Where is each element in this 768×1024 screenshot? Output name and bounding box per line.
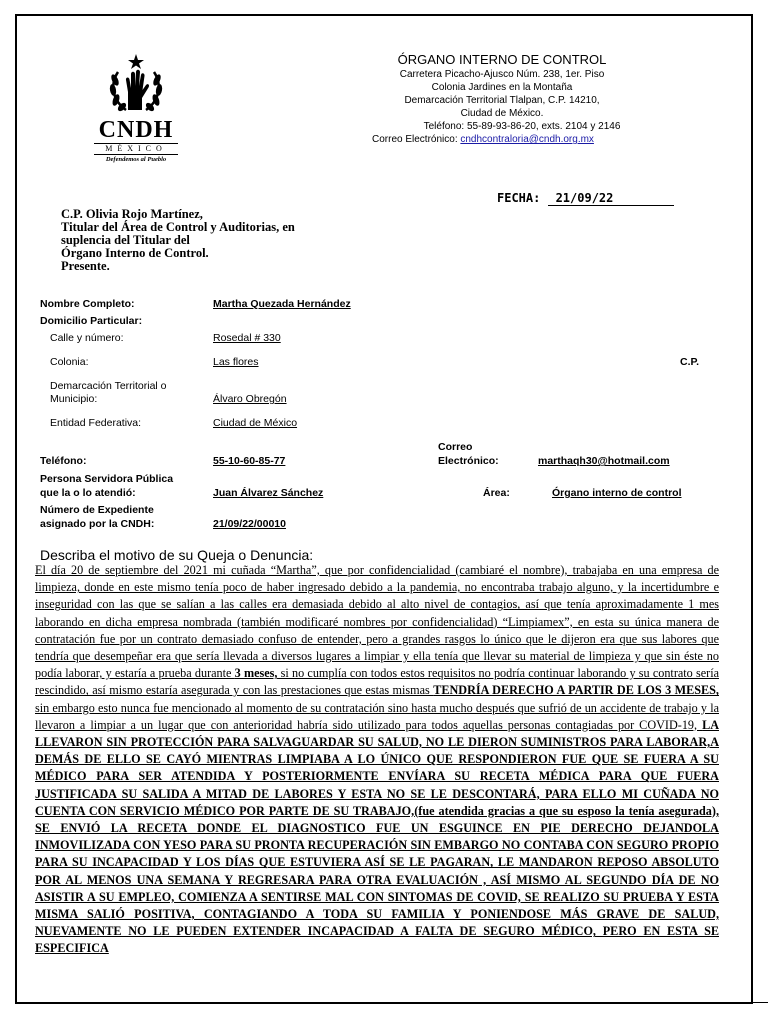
- colonia-label: Colonia:: [50, 356, 89, 368]
- header-phone: Teléfono: 55-89-93-86-20, exts. 2104 y 2146: [423, 121, 621, 132]
- addressee-line-1: C.P. Olivia Rojo Martínez,: [61, 207, 203, 221]
- nombre-label: Nombre Completo:: [40, 298, 135, 310]
- narrative-part-5: sin embargo esto nunca fue mencionado al momento de su contratación sino hasta mucho después que sufrió de un accidente de trabajo y la llevaron a limpiar a un lugar que con anterioridad habría sido utilizado para todos aquellas personas contagiadas por COVID-19,: [35, 700, 719, 732]
- calle-value: Rosedal # 330: [213, 332, 281, 344]
- addressee-line-2: Titular del Área de Control y Auditorias, en: [61, 220, 295, 234]
- demarcacion-value: Álvaro Obregón: [213, 393, 287, 405]
- address-line-3: Demarcación Territorial Tlalpan, C.P. 14210,: [404, 95, 600, 106]
- expediente-value: 21/09/22/00010: [213, 518, 286, 530]
- address-line-4: Ciudad de México.: [460, 108, 544, 119]
- header-email-link[interactable]: cndhcontraloria@cndh.org.mx: [460, 134, 594, 145]
- addressee-block: [61, 208, 295, 273]
- header-title: ÓRGANO INTERNO DE CONTROL: [397, 52, 607, 67]
- header-block: [372, 52, 632, 146]
- correo-label-1: Correo: [438, 441, 473, 453]
- narrative-part-8: SE ENVIÓ LA RECETA DONDE EL DIAGNOSTICO FUE UN ESGUINCE EN PIE DERECHO DEJANDOLA INMOVILIZADA CON YESO PARA SU PRONTA RECUPERACIÓN SIN EMBARGO NO CONTABA CON SEGURO PROPIO PARA SU INCAPACIDAD Y LOS DÍAS QUE ESTUVIERA ASÍ SE LE PAGARAN, LE MANDARON REPOSO ABSOLUTO POR AL MENOS UNA SEMANA Y REGRESARA PARA OTRA EVALUACIÓN , ASÍ MISMO AL SEGUNDO DÍA DE NO ASISTIR A SU EMPLEO, COMIENZA A SENTIRSE MAL CON SINTOMAS DE COVID, SE REALIZO SU PRUEBA Y ESTA MISMA SALIÓ POSITIVA, CONTAGIANDO A TODA SU FAMILIA Y PONIENDOSE MÁS GRAVE DE SALUD, NUEVAMENTE NO LE PUEDEN EXTENDER INCAPACIDAD A FALTA DE SEGURO MÉDICO, PERO EN ESTA SE ESPECIFICA: [35, 821, 719, 956]
- logo-name: CNDH: [98, 117, 174, 143]
- address-line-1: Carretera Picacho-Ajusco Núm. 238, 1er. Piso: [399, 69, 605, 80]
- motivo-narrative: [35, 562, 719, 958]
- demarcacion-label-1: Demarcación Territorial o: [50, 380, 167, 392]
- servidora-label-2: que la o lo atendió:: [40, 487, 136, 499]
- area-label: Área:: [483, 487, 510, 499]
- logo-country: MÉXICO: [94, 143, 178, 155]
- cndh-logo: [88, 52, 184, 172]
- expediente-label-2: asignado por la CNDH:: [40, 518, 155, 530]
- servidora-label-1: Persona Servidora Pública: [40, 473, 174, 485]
- colonia-value: Las flores: [213, 356, 259, 368]
- demarcacion-label-2: Municipio:: [50, 393, 98, 405]
- narrative-part-3: si no cumplía con todos estos requisitos no podría continuar laborando y su contrato sería rescindido, así mismo estaría asegurada y con las prestaciones que estas mismas: [35, 666, 719, 698]
- motivo-title: Describa el motivo de su Queja o Denuncia:: [40, 547, 314, 563]
- telefono-value: 55-10-60-85-77: [213, 455, 286, 467]
- logo-motto: Defendemos al Pueblo: [105, 156, 167, 163]
- addressee-line-5: Presente.: [61, 259, 110, 273]
- expediente-label-1: Número de Expediente: [40, 504, 154, 516]
- entidad-value: Ciudad de México: [213, 417, 298, 429]
- fecha-row: [497, 191, 674, 206]
- entidad-label: Entidad Federativa:: [50, 417, 142, 429]
- narrative-part-4: TENDRÍA DERECHO A PARTIR DE LOS 3 MESES,: [433, 683, 719, 698]
- telefono-label: Teléfono:: [40, 455, 87, 467]
- header-email-label: Correo Electrónico:: [372, 134, 461, 145]
- correo-value: marthaqh30@hotmail.com: [538, 455, 670, 467]
- fecha-label: FECHA:: [497, 191, 548, 205]
- servidora-value: Juan Álvarez Sánchez: [213, 487, 324, 499]
- address-line-2: Colonia Jardines en la Montaña: [431, 82, 573, 93]
- border-tail: [752, 1002, 768, 1003]
- calle-label: Calle y número:: [50, 332, 124, 344]
- addressee-line-4: Órgano Interno de Control.: [61, 246, 209, 260]
- correo-label-2: Electrónico:: [438, 455, 499, 467]
- fecha-value: 21/09/22: [548, 191, 674, 206]
- area-value: Órgano interno de control: [552, 487, 682, 499]
- cndh-emblem-icon: [104, 52, 168, 118]
- narrative-part-6: LA LLEVARON SIN PROTECCIÓN PARA SALVAGUARDAR SU SALUD, NO LE DIERON SUMINISTROS PARA LABORAR,A DEMÁS DE ELLO SE CAYÓ MIENTRAS LIMPIABA A LO ÚNICO QUE RESPONDIERON FUE QUE SE FUERA A SU MÉDICO PARA SER ATENDIDA Y POSTERIORMENTE ENVÍARA SU RECETA MÉDICA PARA QUE FUERA JUSTIFICADA SU SALIDA A MITAD DE LABORES Y ESTA NO SE LE DESCONTARÁ, PARA ELLO MI CUÑADA NO CUENTA CON SERVICIO MÉDICO POR PARTE DE SU TRABAJO,: [35, 717, 719, 818]
- domicilio-label: Domicilio Particular:: [40, 315, 143, 327]
- cp-label: C.P.: [680, 356, 700, 368]
- addressee-line-3: suplencia del Titular del: [61, 233, 190, 247]
- narrative-part-1: El día 20 de septiembre del 2021 mi cuñada “Martha”, que por confidencialidad (cambiaré el nombre), trabajaba en una empresa de limpieza, donde en este mismo tenía poco de haber ingresado debido a la pandemia, no encontraba trabajo alguno, y la incertidumbre e inseguridad con las que se salían a las calles era demasiada debido al alto nivel de contagios, así que tenía aproximadamente 1 mes laborando en dicha empresa nombrada (también modificaré nombres por confidencialidad) “Limpiamex”, en esta su única manera de contratación fue por un contrato demasiado confuso de entender, pero a grandes rasgos lo único que le dijeron era que sus labores que tendría que desempeñar era que sería llevada a diversos lugares a limpiar y ella tenía que llevar su material de limpieza y que sin éste no podía laborar, y estaría a prueba durante: [35, 563, 719, 681]
- narrative-part-7: (fue atendida gracias a que su esposo la tenía asegurada),: [414, 803, 720, 818]
- nombre-value: Martha Quezada Hernández: [213, 298, 351, 310]
- header-email-row: [372, 133, 632, 146]
- narrative-part-2: 3 meses,: [234, 666, 278, 681]
